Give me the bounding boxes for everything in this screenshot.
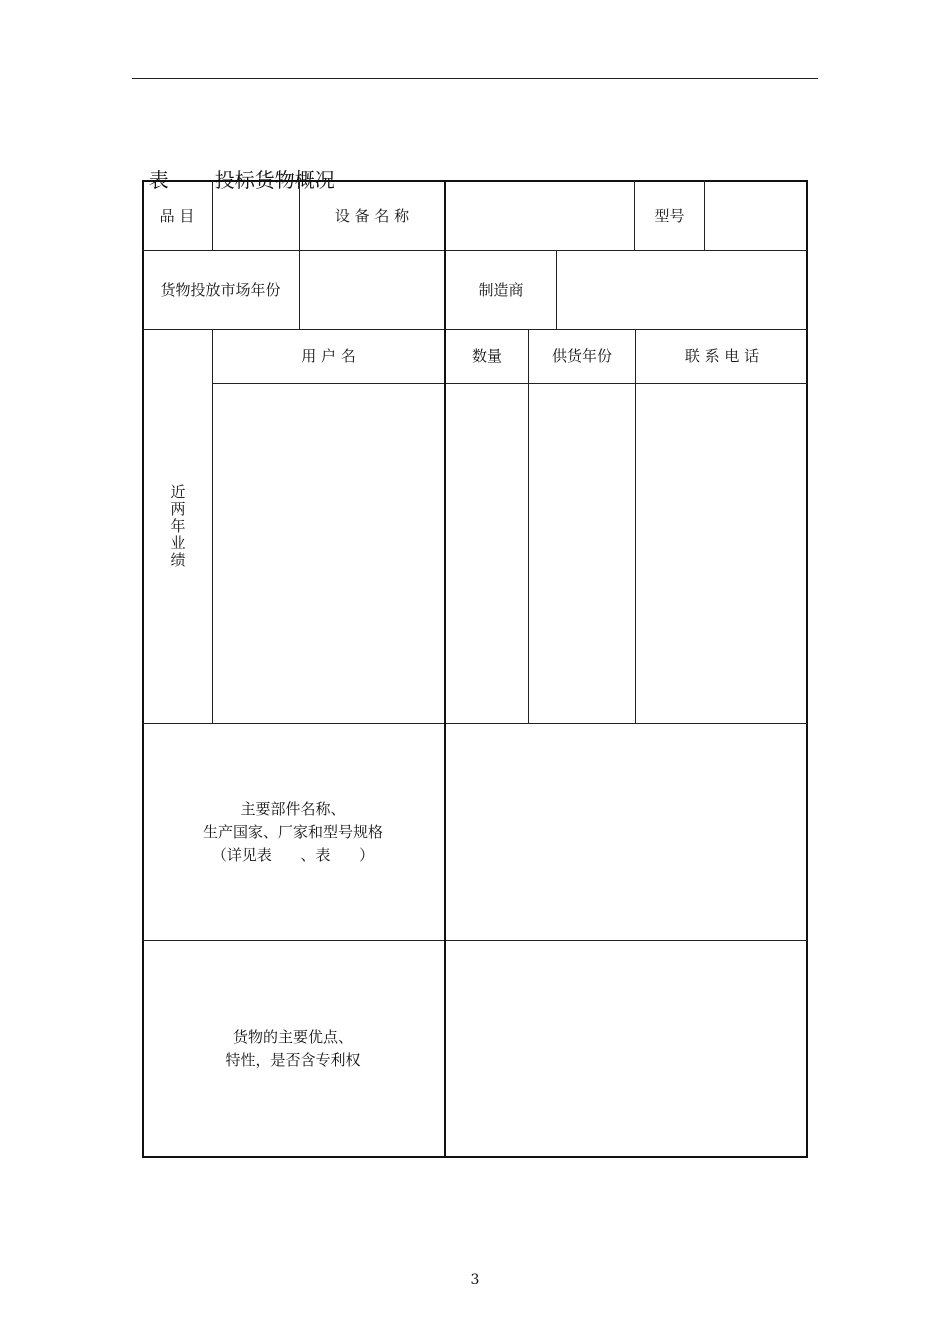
components-label xyxy=(142,724,444,940)
col-header-contact-phone: 联 系 电 话 xyxy=(684,347,760,365)
manufacturer-label: 制造商 xyxy=(478,280,524,299)
advantages-label-line2: 特性，是否含专利权 xyxy=(225,1050,361,1069)
components-label-line1: 主要部件名称、 xyxy=(240,799,346,818)
model-value[interactable] xyxy=(705,182,808,250)
col-header-user-name: 用 户 名 xyxy=(301,347,356,365)
market-year-label: 货物投放市场年份 xyxy=(160,280,281,299)
item-label: 品 目 xyxy=(159,206,195,225)
advantages-label xyxy=(142,941,444,1156)
col-header-quantity: 数量 xyxy=(471,347,502,365)
components-value[interactable] xyxy=(446,724,808,940)
table-name: 投标货物概况 xyxy=(214,168,335,192)
performance-label xyxy=(142,330,212,723)
quantity-entry[interactable] xyxy=(446,384,528,723)
market-year-value[interactable] xyxy=(300,251,444,329)
device-name-label: 设 备 名 称 xyxy=(334,206,410,225)
manufacturer-value[interactable] xyxy=(557,251,808,329)
col-header-supply-year: 供货年份 xyxy=(551,347,612,365)
performance-label-text: 近两年业绩 xyxy=(168,484,187,569)
advantages-value[interactable] xyxy=(446,941,808,1156)
contact-phone-entry[interactable] xyxy=(636,384,808,723)
supply-year-entry[interactable] xyxy=(529,384,635,723)
user-name-entry[interactable] xyxy=(213,384,444,723)
page-number: 3 xyxy=(470,1272,480,1288)
components-label-line3: （详见表 、表 ） xyxy=(211,845,375,864)
components-label-line2: 生产国家、厂家和型号规格 xyxy=(202,822,383,841)
device-name-value[interactable] xyxy=(446,182,634,250)
advantages-label-line1: 货物的主要优点、 xyxy=(232,1027,353,1046)
item-value[interactable] xyxy=(213,182,299,250)
model-label: 型号 xyxy=(654,206,685,225)
table-label: 表 xyxy=(148,168,169,192)
